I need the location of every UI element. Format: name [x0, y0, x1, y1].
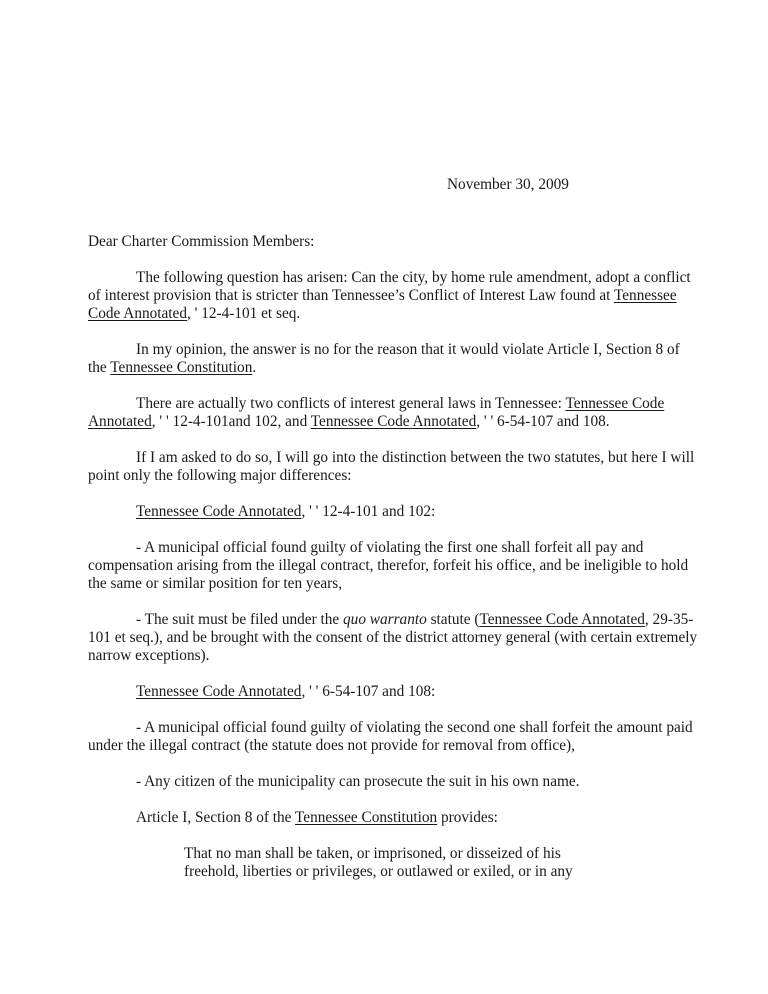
paragraph-differences: If I am asked to do so, I will go into the distinction between the two statutes, but here I will point only the following major differences: [88, 449, 695, 484]
text: , ' ' 6-54-107 and 108: [301, 683, 436, 700]
text: , ' ' 12-4-101and 102, and [151, 413, 311, 430]
text: statute ( [426, 611, 480, 628]
bullet-any-citizen: - Any citizen of the municipality can prosecute the suit in his own name. [136, 773, 580, 790]
citation-tca: Tennessee Code Annotated [88, 287, 677, 322]
citation-tca: Tennessee Code Annotated [88, 395, 665, 430]
text: - The suit must be filed under the [136, 611, 344, 628]
text: . [252, 359, 257, 376]
paragraph-article-provides [88, 809, 698, 827]
text: In my opinion, the answer is no for the reason that it would violate Article I, Section 8 of the [88, 341, 680, 376]
text: The following question has arisen: Can the city, by home rule amendment, adopt a conflict of interest provision that is stricter than Tennessee’s Conflict of Interest Law found at [88, 269, 691, 304]
letter-date: November 30, 2009 [447, 176, 569, 193]
paragraph-two-laws [88, 395, 698, 431]
text: provides: [437, 809, 498, 826]
block-quote: That no man shall be taken, or imprisoned, or disseized of his freehold, liberties or privileges, or outlawed or exiled, or in any [184, 845, 573, 880]
paragraph-question [88, 269, 698, 323]
bullet-forfeit-amount: - A municipal official found guilty of violating the second one shall forfeit the amount paid under the illegal contract (the statute does not provide for removal from office), [88, 719, 693, 754]
citation-constitution: Tennessee Constitution [295, 809, 438, 826]
text: , ' 12-4-101 et seq. [187, 305, 301, 322]
text: , ' ' 6-54-107 and 108. [476, 413, 610, 430]
text: There are actually two conflicts of interest general laws in Tennessee: [136, 395, 566, 412]
salutation: Dear Charter Commission Members: [88, 233, 315, 250]
text: Article I, Section 8 of the [136, 809, 296, 826]
text: , 29-35-101 et seq.), and be brought with the consent of the district attorney general (with certain extremely narrow exceptions). [88, 611, 698, 664]
italic-term: quo warranto [343, 611, 427, 628]
citation-tca: Tennessee Code Annotated [479, 611, 645, 628]
text: , ' ' 12-4-101 and 102: [301, 503, 436, 520]
subheading-6-54-107 [88, 683, 698, 701]
citation-tca: Tennessee Code Annotated [136, 683, 302, 700]
subheading-12-4-101 [88, 503, 698, 521]
paragraph-opinion [88, 341, 698, 377]
letter-body [88, 233, 698, 899]
citation-constitution: Tennessee Constitution [110, 359, 253, 376]
citation-tca: Tennessee Code Annotated [310, 413, 477, 430]
citation-tca: Tennessee Code Annotated [136, 503, 302, 520]
bullet-forfeit-pay: - A municipal official found guilty of violating the first one shall forfeit all pay and compensation arising from the illegal contract, therefor, forfeit his office, and be ineligible to hold the same or similar position for ten years, [88, 539, 689, 592]
bullet-quo-warranto [88, 611, 698, 665]
